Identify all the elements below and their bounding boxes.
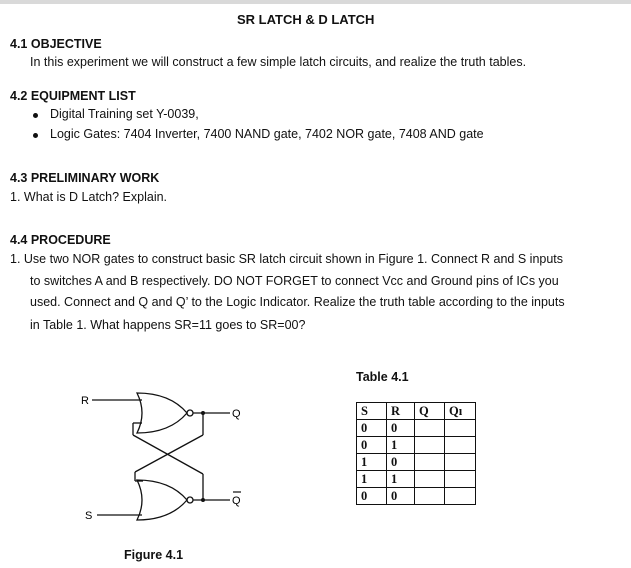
cell: [415, 488, 445, 505]
cell: [445, 471, 476, 488]
header-r: R: [387, 403, 415, 420]
cell: 0: [387, 420, 415, 437]
procedure-line: to switches A and B respectively. DO NOT FORGET to connect Vcc and Ground pins of ICs you: [30, 274, 559, 288]
bullet-icon: [33, 133, 38, 138]
cell: 1: [357, 454, 387, 471]
procedure-line: in Table 1. What happens SR=11 goes to SR=00?: [30, 318, 306, 332]
table-row: [357, 420, 476, 437]
cell: [415, 437, 445, 454]
cell: [445, 437, 476, 454]
preliminary-item: 1. What is D Latch? Explain.: [10, 190, 168, 204]
equipment-heading: 4.2 EQUIPMENT LIST: [10, 89, 136, 103]
procedure-line: used. Connect and Q and Q’ to the Logic Indicator. Realize the truth table according to the inputs: [30, 295, 565, 309]
header-q: Q: [415, 403, 445, 420]
table-row: [357, 437, 476, 454]
procedure-heading: 4.4 PROCEDURE: [10, 233, 111, 247]
equipment-item: Logic Gates: 7404 Inverter, 7400 NAND gate, 7402 NOR gate, 7408 AND gate: [50, 127, 484, 141]
objective-heading: 4.1 OBJECTIVE: [10, 37, 102, 51]
table-row: [357, 454, 476, 471]
cell: [445, 454, 476, 471]
objective-text: In this experiment we will construct a few simple latch circuits, and realize the truth tables.: [30, 55, 527, 69]
cell: 1: [387, 437, 415, 454]
table-caption: Table 4.1: [356, 370, 409, 384]
figure-caption: Figure 4.1: [124, 548, 184, 562]
top-bar: [0, 0, 631, 4]
nor-gate-top: [137, 393, 187, 433]
table-header-row: [357, 403, 476, 420]
r-label: R: [81, 395, 89, 407]
cell: [445, 488, 476, 505]
cell: 1: [357, 471, 387, 488]
inversion-bubble: [187, 410, 193, 416]
table-row: [357, 471, 476, 488]
s-label: S: [85, 510, 93, 522]
cell: 0: [387, 488, 415, 505]
cell: 1: [387, 471, 415, 488]
cell: [415, 454, 445, 471]
header-s: S: [357, 403, 387, 420]
cell: [415, 420, 445, 437]
cell: [415, 471, 445, 488]
page-title: SR LATCH & D LATCH: [237, 12, 375, 27]
cell: 0: [357, 488, 387, 505]
equipment-item: Digital Training set Y-0039,: [50, 107, 199, 121]
q-bar-label: Q: [232, 495, 241, 507]
table-row: [357, 488, 476, 505]
sr-latch-diagram: [75, 385, 255, 530]
cell: 0: [357, 437, 387, 454]
q-label: Q: [232, 408, 241, 420]
nor-gate-bottom: [137, 480, 187, 520]
truth-table: [356, 402, 476, 505]
preliminary-heading: 4.3 PRELIMINARY WORK: [10, 171, 160, 185]
procedure-line: 1. Use two NOR gates to construct basic SR latch circuit shown in Figure 1. Connect R and S inputs: [10, 252, 564, 266]
bullet-icon: [33, 113, 38, 118]
cell: 0: [387, 454, 415, 471]
cell: 0: [357, 420, 387, 437]
header-q1: Qı: [445, 403, 476, 420]
cell: [445, 420, 476, 437]
